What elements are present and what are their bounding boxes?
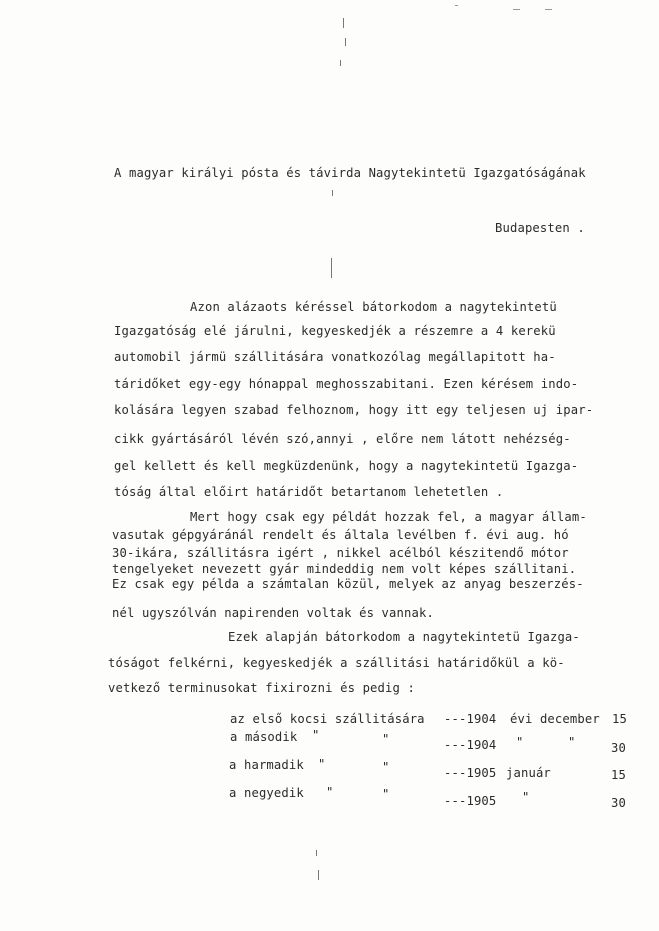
body-line: kolására legyen szabad felhoznom, hogy itt egy teljesen uj ipar- <box>114 403 594 417</box>
body-line: tóságot felkérni, kegyeskedjék a szállitási határidőkül a kö- <box>108 656 565 670</box>
schedule-item: a második <box>230 730 298 744</box>
schedule-month: évi december <box>510 712 600 726</box>
schedule-year: ---1905 <box>444 766 497 780</box>
ditto-mark: " <box>382 732 390 746</box>
fold-mark <box>343 18 344 28</box>
edge-dash <box>455 5 458 6</box>
schedule-year: ---1904 <box>444 738 497 752</box>
body-line: vasutak gépgyáránál rendelt és általa levélben f. évi aug. hó <box>112 528 569 542</box>
schedule-month: január <box>506 766 551 780</box>
ditto-mark: " <box>382 760 390 774</box>
body-line: Ezek alapján bátorkodom a nagytekintetü Igazga- <box>228 630 580 644</box>
body-line: Igazgatóság elé járulni, kegyeskedjék a részemre a 4 kerekü <box>114 324 556 338</box>
body-line: Azon alázaots kéréssel bátorkodom a nagytekintetü <box>190 300 557 314</box>
body-line: cikk gyártásáról lévén szó,annyi , előre nem látott nehézség- <box>114 432 571 446</box>
fold-mark <box>318 870 319 880</box>
schedule-day: 30 <box>611 741 626 755</box>
fold-mark <box>332 190 333 196</box>
schedule-day: 30 <box>611 796 626 810</box>
body-line: gel kellett és kell megküzdenünk, hogy a nagytekintetü Igazga- <box>114 459 579 473</box>
schedule-year: ---1904 <box>444 712 497 726</box>
ditto-mark: " <box>312 728 320 742</box>
edge-dash <box>513 9 520 10</box>
body-line: automobil jármü szállitására vonatkozólag megállapitott ha- <box>114 350 556 364</box>
addressee-line: A magyar királyi pósta és távirda Nagytekintetü Igazgatóságának <box>114 166 586 180</box>
body-line: táridőket egy-egy hónappal meghosszabitani. Ezen kérésem indo- <box>114 377 579 391</box>
body-line: Mert hogy csak egy példát hozzak fel, a magyar állam- <box>190 510 587 524</box>
body-line: vetkező terminusokat fixirozni és pedig : <box>108 681 415 695</box>
schedule-item: a negyedik <box>229 786 304 800</box>
body-line: 30-ikára, szállitásra igért , nikkel acélból készitendő mótor <box>112 546 569 560</box>
ditto-mark: " <box>382 787 390 801</box>
fold-mark <box>331 258 332 278</box>
schedule-month: " <box>516 735 524 749</box>
body-line: Ez csak egy példa a számtalan közül, melyek az anyag beszerzés- <box>112 577 584 591</box>
schedule-item: az első kocsi szállitására <box>230 712 425 726</box>
schedule-year: ---1905 <box>444 794 497 808</box>
schedule-item: a harmadik <box>229 758 304 772</box>
schedule-day: 15 <box>611 768 626 782</box>
fold-mark <box>345 38 346 46</box>
fold-mark <box>316 850 317 856</box>
schedule-month: " <box>568 735 576 749</box>
body-line: tóság által előirt határidőt betartanom lehetetlen . <box>114 485 504 499</box>
body-line: tengelyeket nevezett gyár mindeddig nem volt képes szállitani. <box>112 562 577 576</box>
schedule-day: 15 <box>612 712 627 726</box>
location-line: Budapesten . <box>495 221 585 235</box>
ditto-mark: " <box>326 785 334 799</box>
body-line: nél ugyszólván napirenden voltak és vannak. <box>112 606 434 620</box>
fold-mark <box>340 60 341 66</box>
edge-dash <box>545 9 552 10</box>
schedule-month: " <box>522 790 530 804</box>
ditto-mark: " <box>318 757 326 771</box>
